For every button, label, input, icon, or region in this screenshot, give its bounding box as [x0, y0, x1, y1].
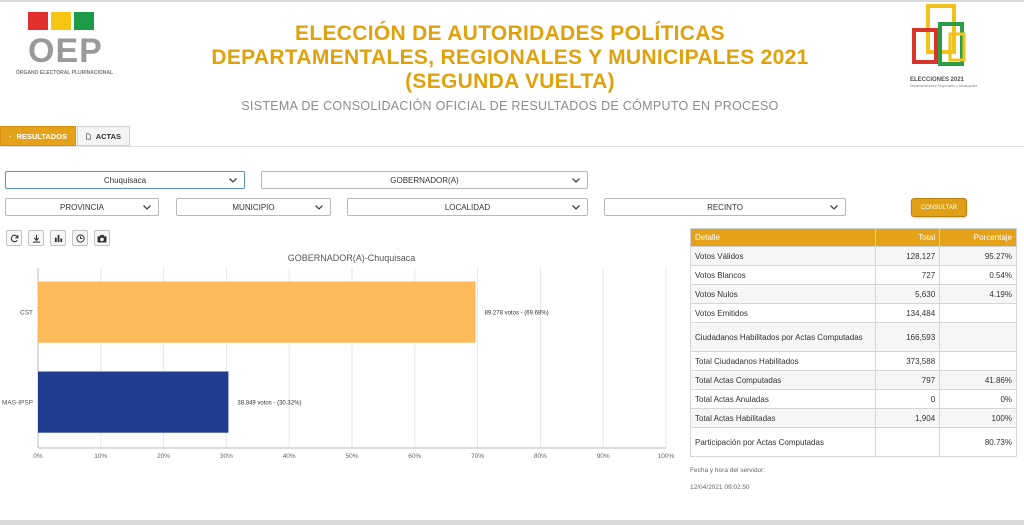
camera-icon [97, 234, 107, 243]
departamento-value: Chuquisaca [103, 175, 147, 185]
cell-detalle: Total Actas Habilitadas [691, 409, 876, 428]
cell-porcentaje [940, 352, 1017, 371]
cell-detalle: Votos Nulos [691, 285, 876, 304]
screenshot-button[interactable] [94, 230, 110, 246]
top-border [0, 0, 1024, 2]
server-time-label: Fecha y hora del servidor: [690, 467, 766, 474]
cell-detalle: Votos Válidos [691, 247, 876, 266]
chevron-down-icon [142, 202, 152, 212]
cell-total: 373,588 [876, 352, 940, 371]
elecciones-sublabel: Departamentales Regionales y Municipales [910, 84, 978, 88]
bar [38, 372, 228, 433]
table-row [691, 352, 1017, 371]
cell-total: 166,593 [876, 323, 940, 352]
departamento-select[interactable] [5, 171, 245, 189]
logo-square-red [28, 12, 48, 30]
header-porcentaje: Porcentaje [940, 229, 1017, 247]
logo-subtext: ÓRGANO ELECTORAL PLURINACIONAL [16, 70, 114, 76]
title-line-2: DEPARTAMENTALES, REGIONALES Y MUNICIPALES 2021 [211, 46, 809, 69]
table-row [691, 247, 1017, 266]
header-total: Total [876, 229, 940, 247]
bar-chart-button[interactable] [50, 230, 66, 246]
bar [38, 282, 476, 343]
elecciones-logo [906, 4, 996, 90]
table-row [691, 409, 1017, 428]
cell-total: 727 [876, 266, 940, 285]
table-header-row [691, 229, 1017, 247]
cell-total: 797 [876, 371, 940, 390]
results-table [690, 228, 1017, 457]
cell-porcentaje [940, 323, 1017, 352]
category-label: CST [20, 309, 33, 317]
bar-chart-icon [54, 234, 63, 243]
table-row [691, 285, 1017, 304]
tab-resultados[interactable] [0, 126, 76, 146]
history-button[interactable] [72, 230, 88, 246]
tab-resultados-label: RESULTADOS [16, 131, 67, 141]
cell-detalle: Ciudadanos Habilitados por Actas Computadas [691, 323, 876, 352]
cell-porcentaje: 80.73% [940, 428, 1017, 457]
cell-total: 128,127 [876, 247, 940, 266]
localidad-value: LOCALIDAD [444, 202, 491, 212]
x-tick-label: 50% [345, 453, 359, 460]
page-subtitle: SISTEMA DE CONSOLIDACIÓN OFICIAL DE RESULTADOS DE CÓMPUTO EN PROCESO [241, 99, 779, 113]
cell-detalle: Votos Blancos [691, 266, 876, 285]
cell-total: 5,630 [876, 285, 940, 304]
provincia-select[interactable] [5, 198, 159, 216]
cell-porcentaje: 41.86% [940, 371, 1017, 390]
tab-actas[interactable] [77, 126, 130, 146]
server-time-value: 12/04/2021 09:02:50 [690, 484, 750, 491]
data-label: 89.278 votos - (69.68%) [484, 310, 549, 317]
x-tick-label: 20% [157, 453, 171, 460]
x-tick-label: 40% [282, 453, 296, 460]
header-detalle: Detalle [691, 229, 876, 247]
cell-porcentaje [940, 304, 1017, 323]
bar-chart [0, 262, 680, 467]
x-tick-label: 30% [219, 453, 233, 460]
refresh-button[interactable] [6, 230, 22, 246]
cell-detalle: Total Actas Computadas [691, 371, 876, 390]
cell-porcentaje: 0% [940, 390, 1017, 409]
table-row [691, 266, 1017, 285]
cell-detalle: Total Actas Anuladas [691, 390, 876, 409]
x-tick-label: 70% [471, 453, 485, 460]
elecciones-label: ELECCIONES 2021 [910, 77, 965, 83]
localidad-select[interactable] [347, 198, 588, 216]
data-label: 38.849 votos - (30.32%) [237, 400, 302, 407]
cell-detalle: Participación por Actas Computadas [691, 428, 876, 457]
recinto-select[interactable] [604, 198, 846, 216]
elecciones-logo-mark [906, 4, 996, 76]
x-tick-label: 0% [33, 453, 43, 460]
chevron-down-icon [571, 202, 581, 212]
table-row [691, 428, 1017, 457]
category-label: MAS-IPSP [1, 399, 33, 407]
bottom-border [0, 520, 1024, 525]
download-button[interactable] [28, 230, 44, 246]
cell-total: 1,904 [876, 409, 940, 428]
tab-actas-label: ACTAS [95, 131, 121, 141]
clock-icon [76, 234, 85, 243]
table-row [691, 390, 1017, 409]
table-row [691, 371, 1017, 390]
x-tick-label: 80% [533, 453, 547, 460]
cargo-select[interactable] [261, 171, 588, 189]
chevron-down-icon [314, 202, 324, 212]
x-tick-label: 60% [408, 453, 422, 460]
municipio-value: MUNICIPIO [232, 202, 275, 212]
cell-porcentaje: 4.19% [940, 285, 1017, 304]
cell-total: 134,484 [876, 304, 940, 323]
bar-chart-icon [9, 132, 11, 140]
cell-detalle: Total Ciudadanos Habilitados [691, 352, 876, 371]
table-row [691, 304, 1017, 323]
title-line-1: ELECCIÓN DE AUTORIDADES POLÍTICAS [295, 22, 725, 45]
cargo-value: GOBERNADOR(A) [390, 175, 459, 185]
chevron-down-icon [228, 175, 238, 185]
x-tick-label: 90% [596, 453, 610, 460]
consultar-button[interactable]: CONSULTAR [911, 198, 967, 217]
cell-detalle: Votos Emitidos [691, 304, 876, 323]
document-icon [86, 132, 91, 141]
tab-divider [0, 146, 1024, 147]
title-line-3: (SEGUNDA VUELTA) [405, 70, 615, 93]
provincia-value: PROVINCIA [59, 202, 104, 212]
cell-porcentaje: 0.54% [940, 266, 1017, 285]
oep-logo [14, 10, 124, 80]
x-tick-label: 100% [657, 453, 675, 460]
municipio-select[interactable] [176, 198, 331, 216]
refresh-icon [10, 234, 19, 243]
table-row [691, 323, 1017, 352]
page-title [160, 22, 860, 94]
cell-porcentaje: 100% [940, 409, 1017, 428]
cell-total: 0 [876, 390, 940, 409]
logo-square-green [74, 12, 94, 30]
chart-title: GOBERNADOR(A)-Chuquisaca [287, 253, 416, 263]
logo-square-yellow [51, 12, 71, 30]
cell-porcentaje: 95.27% [940, 247, 1017, 266]
x-tick-label: 10% [94, 453, 108, 460]
download-icon [32, 234, 41, 243]
chevron-down-icon [829, 202, 839, 212]
chevron-down-icon [571, 175, 581, 185]
cell-total [876, 428, 940, 457]
logo-text: OEP [28, 32, 103, 70]
recinto-value: RECINTO [707, 202, 743, 212]
